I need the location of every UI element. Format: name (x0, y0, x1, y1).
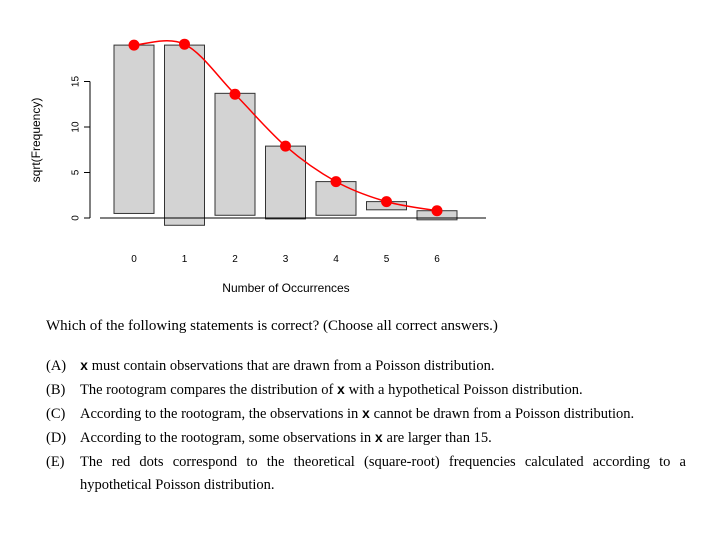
expected-point-3 (280, 141, 291, 152)
code-variable: x (80, 360, 89, 375)
x-tick-label: 2 (232, 254, 238, 265)
expected-point-2 (230, 89, 241, 100)
bar-2 (215, 93, 255, 215)
x-tick-label: 3 (282, 254, 289, 265)
option-text-part: with a hypothetical Poisson distribution. (345, 382, 583, 398)
option-text-part: are larger than 15. (382, 430, 492, 446)
expected-point-1 (179, 39, 190, 50)
y-axis (71, 76, 90, 221)
expected-point-0 (129, 40, 140, 51)
option-letter: (A) (46, 358, 67, 374)
option-text (80, 403, 686, 427)
x-tick-label: 0 (131, 254, 137, 265)
expected-point-4 (331, 176, 342, 187)
y-tick-label: 0 (70, 215, 82, 221)
expected-point-6 (432, 205, 443, 216)
bar-0 (114, 45, 154, 213)
bars-layer (114, 45, 457, 225)
option-text-part: According to the rootogram, some observations in (80, 430, 375, 446)
option-a (46, 355, 686, 379)
option-text-part: must contain observations that are drawn from a Poisson distribution. (88, 358, 495, 374)
code-variable: x (374, 432, 383, 447)
code-variable: x (336, 384, 346, 399)
option-c (46, 403, 686, 427)
option-text-part: According to the rootogram, the observations in (80, 406, 362, 422)
x-tick-label: 4 (333, 254, 339, 265)
y-tick-label: 15 (70, 75, 82, 88)
x-tick-label: 6 (434, 254, 440, 265)
y-tick-label: 10 (70, 121, 82, 133)
option-e (46, 451, 686, 497)
option-text (80, 379, 686, 403)
x-tick-label: 5 (383, 254, 390, 265)
option-text-part: The red dots correspond to the theoretical (square-root) frequencies calculated according to a hypothetical Poisson distribution. (80, 454, 686, 493)
option-text (80, 451, 686, 497)
option-text (80, 427, 686, 451)
option-text-part: The rootogram compares the distribution of (80, 382, 337, 398)
option-b (46, 379, 686, 403)
x-tick-label: 1 (181, 254, 188, 265)
x-axis-label: Number of Occurrences (222, 281, 350, 295)
option-text (80, 355, 686, 379)
option-d (46, 427, 686, 451)
y-tick-label: 5 (70, 169, 82, 176)
option-letter: (E) (46, 454, 65, 470)
option-text-part: cannot be drawn from a Poisson distribution. (370, 406, 635, 422)
x-axis (131, 254, 440, 265)
bar-1 (165, 45, 205, 225)
y-axis-label: sqrt(Frequency) (29, 97, 43, 183)
option-letter: (C) (46, 406, 66, 422)
option-letter: (B) (46, 382, 66, 398)
question-block (46, 318, 686, 497)
code-variable: x (361, 408, 370, 423)
option-letter: (D) (46, 430, 67, 446)
expected-point-5 (381, 196, 392, 207)
answer-options (46, 355, 686, 497)
question-text: Which of the following statements is correct? (Choose all correct answers.) (46, 318, 498, 334)
